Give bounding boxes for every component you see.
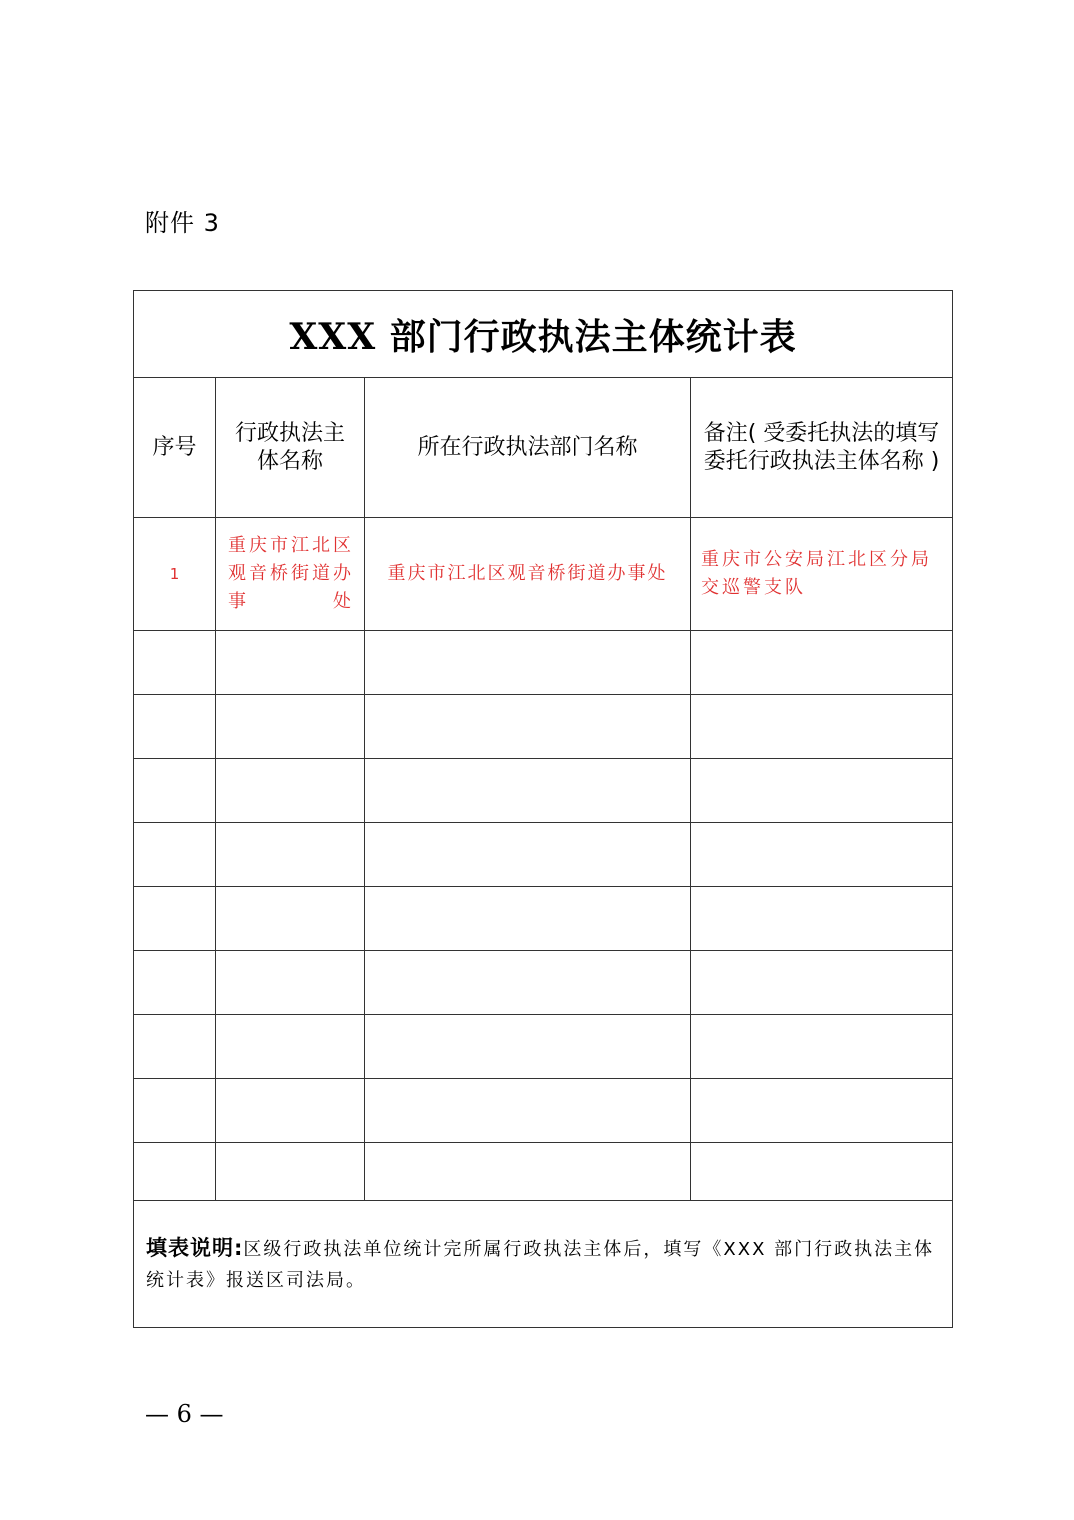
cell-remark: 重庆市公安局江北区分局交巡警支队 [691,518,953,631]
fill-instructions [134,1201,953,1328]
header-dept-name: 所在行政执法部门名称 [365,378,691,518]
empty-row [134,1143,953,1201]
empty-row [134,695,953,759]
attachment-label: 附件 3 [145,209,220,237]
table-row [134,518,953,631]
instructions-label: 填表说明: [146,1235,244,1260]
cell-entity-name: 重庆市江北区观音桥街道办事处 [216,518,365,631]
empty-row [134,1015,953,1079]
table-title: XXX 部门行政执法主体统计表 [134,291,953,378]
cell-dept-name: 重庆市江北区观音桥街道办事处 [365,518,691,631]
statistics-table [133,290,953,1328]
empty-row [134,1079,953,1143]
empty-row [134,759,953,823]
empty-row [134,631,953,695]
header-seq: 序号 [134,378,216,518]
empty-row [134,887,953,951]
cell-seq: 1 [134,518,216,631]
empty-row [134,823,953,887]
header-entity-name: 行政执法主体名称 [216,378,365,518]
instructions-text: 区级行政执法单位统计完所属行政执法主体后，填写《XXX 部门行政执法主体统计表》报送区司法局。 [146,1238,935,1291]
empty-row [134,951,953,1015]
header-remark: 备注( 受委托执法的填写委托行政执法主体名称 ) [691,378,953,518]
page-number: — 6 — [145,1400,224,1428]
header-row [134,378,953,518]
